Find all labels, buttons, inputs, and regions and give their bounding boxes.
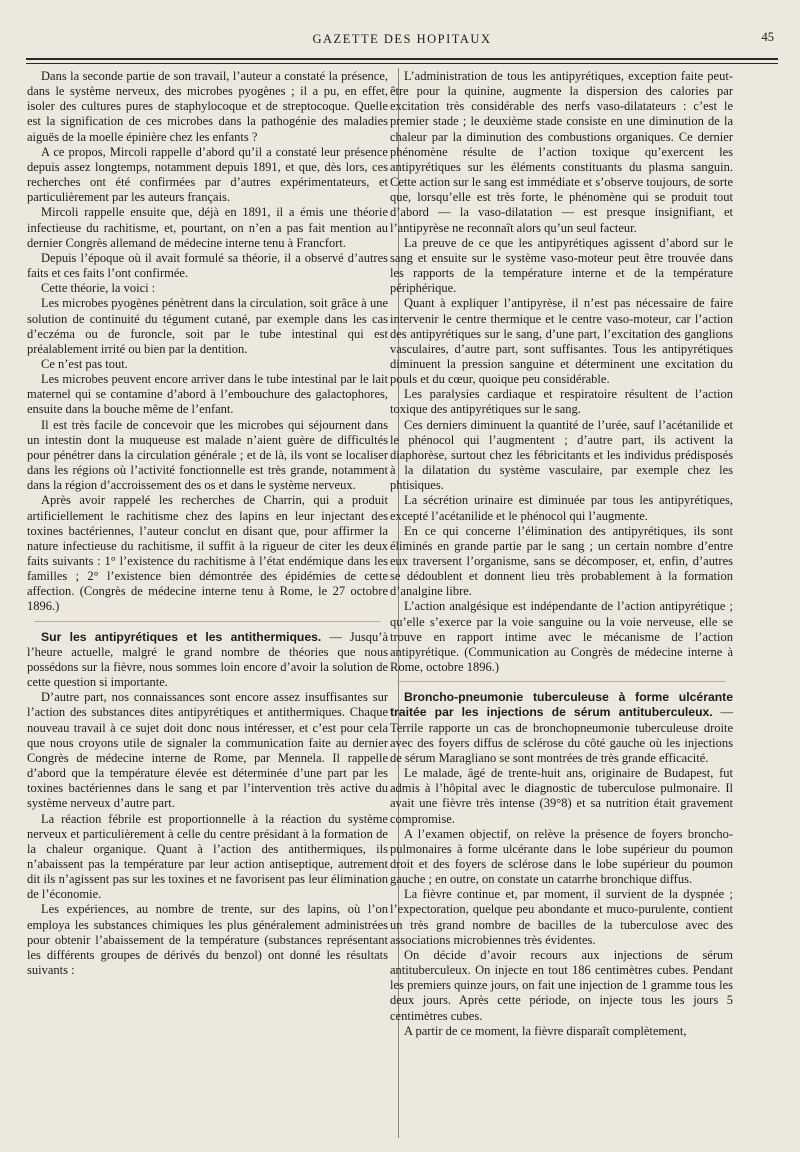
paragraph: Les microbes peuvent encore arriver dans le tube intestinal par le lait maternel qui se contamine d’abord à l’embouchure des galactophores, ensuite dans la bouche même de l’enfant. bbox=[27, 372, 388, 417]
paragraph: La fièvre continue et, par moment, il survient de la dyspnée ; l’expectoration, quelque peu abondante et muco-purulente, contient un très grand nombre de bacilles de la tuberculose avec des associations microbiennes très évidentes. bbox=[390, 887, 733, 947]
paragraph: En ce qui concerne l’élimination des antipyrétiques, ils sont éliminés en grande partie par le sang ; un certain nombre d’entre eux traversent l’organisme, sans se décomposer, et, enfin, d’autres se dédoublent et donnent lieu très probablement à la formation d’analgine libre. bbox=[390, 523, 733, 599]
header-rule bbox=[26, 58, 778, 60]
paragraph: Après avoir rappelé les recherches de Charrin, qui a produit artificiellement le rachitisme chez des lapins en leur injectant des toxines bactériennes, l’auteur conclut en disant que, pour affirmer la nature infectieuse du rachitisme, il suffit à la rigueur de citer les deux faits suivants : 1° l’existence du rachitisme à l’état endémique dans les familles ; 2° l’existence bien démontrée des épidémies de cette affection. (Congrès de médecine interne tenu à Rome, le 27 octobre 1896.) bbox=[27, 493, 388, 614]
paragraph: Dans la seconde partie de son travail, l’auteur a constaté la présence, dans le système nerveux, des microbes pyogènes ; il a pu, en effet, isoler des cultures pures de staphylocoque et de streptocoque. Quelle est la signification de ces microbes dans la pathogénie des maladies aiguës de la moelle épinière chez les enfants ? bbox=[27, 69, 388, 144]
paragraph: Les microbes pyogènes pénètrent dans la circulation, soit grâce à une solution de continuité du tégument cutané, par exemple dans les cas d’eczéma ou de furoncle, soit par le tube intestinal qui est préalablement irrité ou bien par la dentition. bbox=[27, 296, 388, 356]
page-header bbox=[26, 30, 778, 50]
paragraph: A partir de ce moment, la fièvre disparaît complètement, bbox=[404, 1023, 687, 1038]
paragraph: Ce n’est pas tout. bbox=[41, 356, 128, 371]
header-rule-thin bbox=[26, 63, 778, 64]
article-heading-paragraph bbox=[390, 690, 733, 766]
article-lead: — Terrile rapporte un cas de bronchopneumonie tuberculeuse droite avec des foyers diffus de sclérose du côté gauche où les injections de sérum Maragliano se sont montrées de très grande efficacité. bbox=[390, 705, 734, 765]
paragraph: La preuve de ce que les antipyrétiques agissent d’abord sur le sang et ensuite sur le système vaso-moteur peut être trouvée dans les rapports de la température interne et de la température périphérique. bbox=[390, 235, 733, 296]
article-headline: Broncho-pneumonie tuberculeuse à forme ulcérante traitée par les injections de sérum antituberculeux. bbox=[390, 690, 733, 720]
article-lead: — Jusqu’à l’heure actuelle, malgré le grand nombre de théories que nous possédons sur la fièvre, nous sommes loin encore d’avoir la solution de cette question si importante. bbox=[27, 629, 388, 690]
paragraph: L’administration de tous les antipyrétiques, exception faite peut-être pour la quinine, augmente la dispersion des calories par excitation très considérable des nerfs vaso-dilatateurs : c’est le premier stade ; le deuxième stade consiste en une diminution de la chaleur par la diminution des combustions organiques. Ce dernier phénomène résulte de l’action toxique qu’exercent les antipyrétiques sur les éléments constituants du plasma sanguin. Cette action sur le sang est immédiate et s’observe toujours, de sorte que, lorsqu’elle est très forte, le phénomène qui se produit tout d’abord — la vaso-dilatation — est presque insignifiant, et l’antipyrèse ne reconnaît alors qu’un seul facteur. bbox=[390, 69, 733, 235]
paragraph: D’autre part, nos connaissances sont encore assez insuffisantes sur l’action des substances dites antipyrétiques et antithermiques. Chaque nouveau travail à ce sujet doit donc nous intéresser, et c’est pour cela que nous croyons utile de signaler la communication faite au dernier Congrès de médecine interne de Rome, par Mennela. Il rappelle d’abord que la température élevée est déterminée d’une part par les toxines bactériennes dans le sang et par l’intervention très active du système nerveux d’autre part. bbox=[27, 690, 388, 811]
paragraph: Quant à expliquer l’antipyrèse, il n’est pas nécessaire de faire intervenir le centre thermique et le centre vaso-moteur, car l’action des antipyrétiques sur le sang, d’une part, l’excitation des ganglions vasculaires, d’autre part, sont suffisantes. Tous les antipyrétiques diminuent la pression sanguine et déterminent une excitation du pouls et du cœur, quoique peu considérable. bbox=[390, 296, 733, 387]
paragraph: La réaction fébrile est proportionnelle à la réaction du système nerveux et particulièrement à celle du centre présidant à la formation de la chaleur organique. Quant à l’action des antithermiques, ils n’abaissent pas la température par leur action antiseptique, autrement dit ils n’agissent pas sur les toxines et ne favorisent pas leur élimination de l’économie. bbox=[27, 811, 388, 902]
paragraph: Il est très facile de concevoir que les microbes qui séjournent dans un intestin dont la muqueuse est malade n’aient guère de difficultés pour pénétrer dans la circulation générale ; et de là, ils vont se localiser dans les régions où l’activité fonctionnelle est très grande, notamment dans la région d’accroissement des os et dans le système nerveux. bbox=[27, 417, 388, 493]
journal-title: GAZETTE DES HOPITAUX bbox=[312, 32, 492, 46]
article-heading-paragraph bbox=[27, 630, 388, 691]
paragraph: L’action analgésique est indépendante de l’action antipyrétique ; qu’elle s’exerce par la voie sanguine ou la voie nerveuse, elle se trouve en rapport intime avec le mécanisme de l’action antipyrétique. (Communication au Congrès de médecine interne à Rome, octobre 1896.) bbox=[390, 599, 733, 675]
paragraph: Ces derniers diminuent la quantité de l’urée, sauf l’acétanilide et le phénocol qui l’augmentent ; d’autre part, ils activent la diaphorèse, surtout chez les fébricitants et les individus prédisposés à la dilatation du système vasculaire, par exemple chez les phtisiques. bbox=[390, 417, 733, 493]
paragraph: La sécrétion urinaire est diminuée par tous les antipyrétiques, excepté l’acétanilide et le phénocol qui l’augmente. bbox=[390, 493, 733, 523]
paragraph: Cette théorie, la voici : bbox=[41, 281, 156, 296]
paragraph: Mircoli rappelle ensuite que, déjà en 1891, il a émis une théorie infectieuse du rachitisme, et, pourtant, on n’en a pas fait mention au dernier Congrès allemand de médecine interne tenu à Francfort. bbox=[27, 205, 388, 250]
paragraph: A ce propos, Mircoli rappelle d’abord qu’il a constaté leur présence depuis assez longtemps, notamment depuis 1891, et que, dès lors, ces recherches ont été confirmées par d’autres expérimentateurs, et particulièrement par les auteurs français. bbox=[27, 144, 388, 205]
right-column bbox=[390, 69, 733, 1039]
left-column bbox=[27, 69, 388, 978]
paragraph: Les expériences, au nombre de trente, sur des lapins, où l’on employa les substances chimiques les plus généralement administrées pour obtenir l’abaissement de la température (substances représentant les différents groupes de dérivés du benzol) ont donné les résultats suivants : bbox=[27, 902, 388, 978]
article-headline: Sur les antipyrétiques et les antithermiques. bbox=[41, 629, 322, 644]
paragraph: Depuis l’époque où il avait formulé sa théorie, il a observé d’autres faits et ces faits l’ont confirmée. bbox=[27, 250, 388, 281]
paragraph: Les paralysies cardiaque et respiratoire résultent de l’action toxique des antipyrétiques sur le sang. bbox=[390, 387, 733, 417]
page-number: 45 bbox=[761, 30, 774, 44]
section-separator bbox=[397, 681, 726, 682]
paragraph: On décide d’avoir recours aux injections de sérum antituberculeux. On injecte en tout 186 centimètres cubes. Pendant les premiers quinze jours, on fait une injection de 1 gramme tous les deux jours. Après cette période, on injecte tous les jours 5 centimètres cubes. bbox=[390, 947, 733, 1023]
paragraph: Le malade, âgé de trente-huit ans, originaire de Budapest, fut admis à l’hôpital avec le diagnostic de tuberculose pulmonaire. Il avait une fièvre très intense (39°8) et sa nutrition était gravement compromise. bbox=[390, 766, 733, 826]
section-separator bbox=[34, 621, 381, 622]
paragraph: A l’examen objectif, on relève la présence de foyers broncho-pulmonaires à forme ulcérante dans le lobe supérieur du poumon droit et des foyers de sclérose dans le lobe supérieur du poumon gauche ; en outre, on constate un catarrhe bronchique diffus. bbox=[390, 826, 733, 887]
